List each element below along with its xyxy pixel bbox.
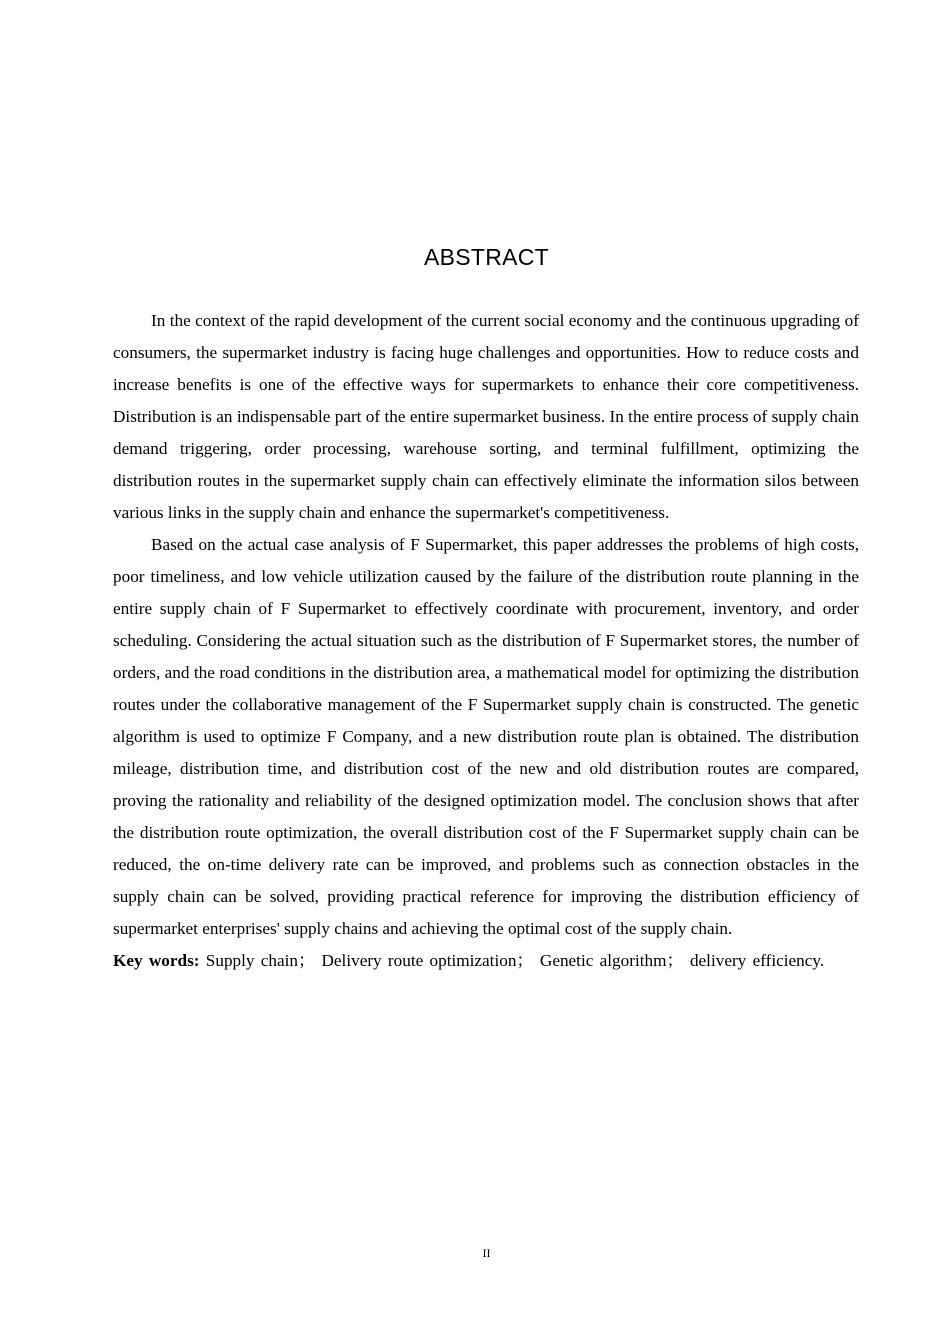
abstract-paragraph-1: In the context of the rapid development of the current social economy and the continuous upgrading of consumers, the supermarket industry is facing huge challenges and opportunities. How to reduce costs and increase benefits is one of the effective ways for supermarkets to enhance their core competitiveness. Distribution is an indispensable part of the entire supermarket business. In the entire process of supply chain demand triggering, order processing, warehouse sorting, and terminal fulfillment, optimizing the distribution routes in the supermarket supply chain can effectively eliminate the information silos between various links in the supply chain and enhance the supermarket's competitiveness. (113, 311, 859, 522)
page-number: II (482, 1246, 491, 1260)
keywords-text: Supply chain； Delivery route optimization； Genetic algorithm； delivery efficiency. (199, 951, 825, 970)
page-title: ABSTRACT (423, 244, 550, 270)
keywords-line (113, 945, 859, 977)
keywords-label: Key words: (113, 951, 200, 970)
abstract-paragraph-2: Based on the actual case analysis of F Supermarket, this paper addresses the problems of high costs, poor timeliness, and low vehicle utilization caused by the failure of the distribution route planning in the entire supply chain of F Supermarket to effectively coordinate with procurement, inventory, and order scheduling. Considering the actual situation such as the distribution of F Supermarket stores, the number of orders, and the road conditions in the distribution area, a mathematical model for optimizing the distribution routes under the collaborative management of the F Supermarket supply chain is constructed. The genetic algorithm is used to optimize F Company, and a new distribution route plan is obtained. The distribution mileage, distribution time, and distribution cost of the new and old distribution routes are compared, proving the rationality and reliability of the designed optimization model. The conclusion shows that after the distribution route optimization, the overall distribution cost of the F Supermarket supply chain can be reduced, the on-time delivery rate can be improved, and problems such as connection obstacles in the supply chain can be solved, providing practical reference for improving the distribution efficiency of supermarket enterprises' supply chains and achieving the optimal cost of the supply chain. (113, 535, 859, 938)
abstract-body (113, 305, 859, 977)
